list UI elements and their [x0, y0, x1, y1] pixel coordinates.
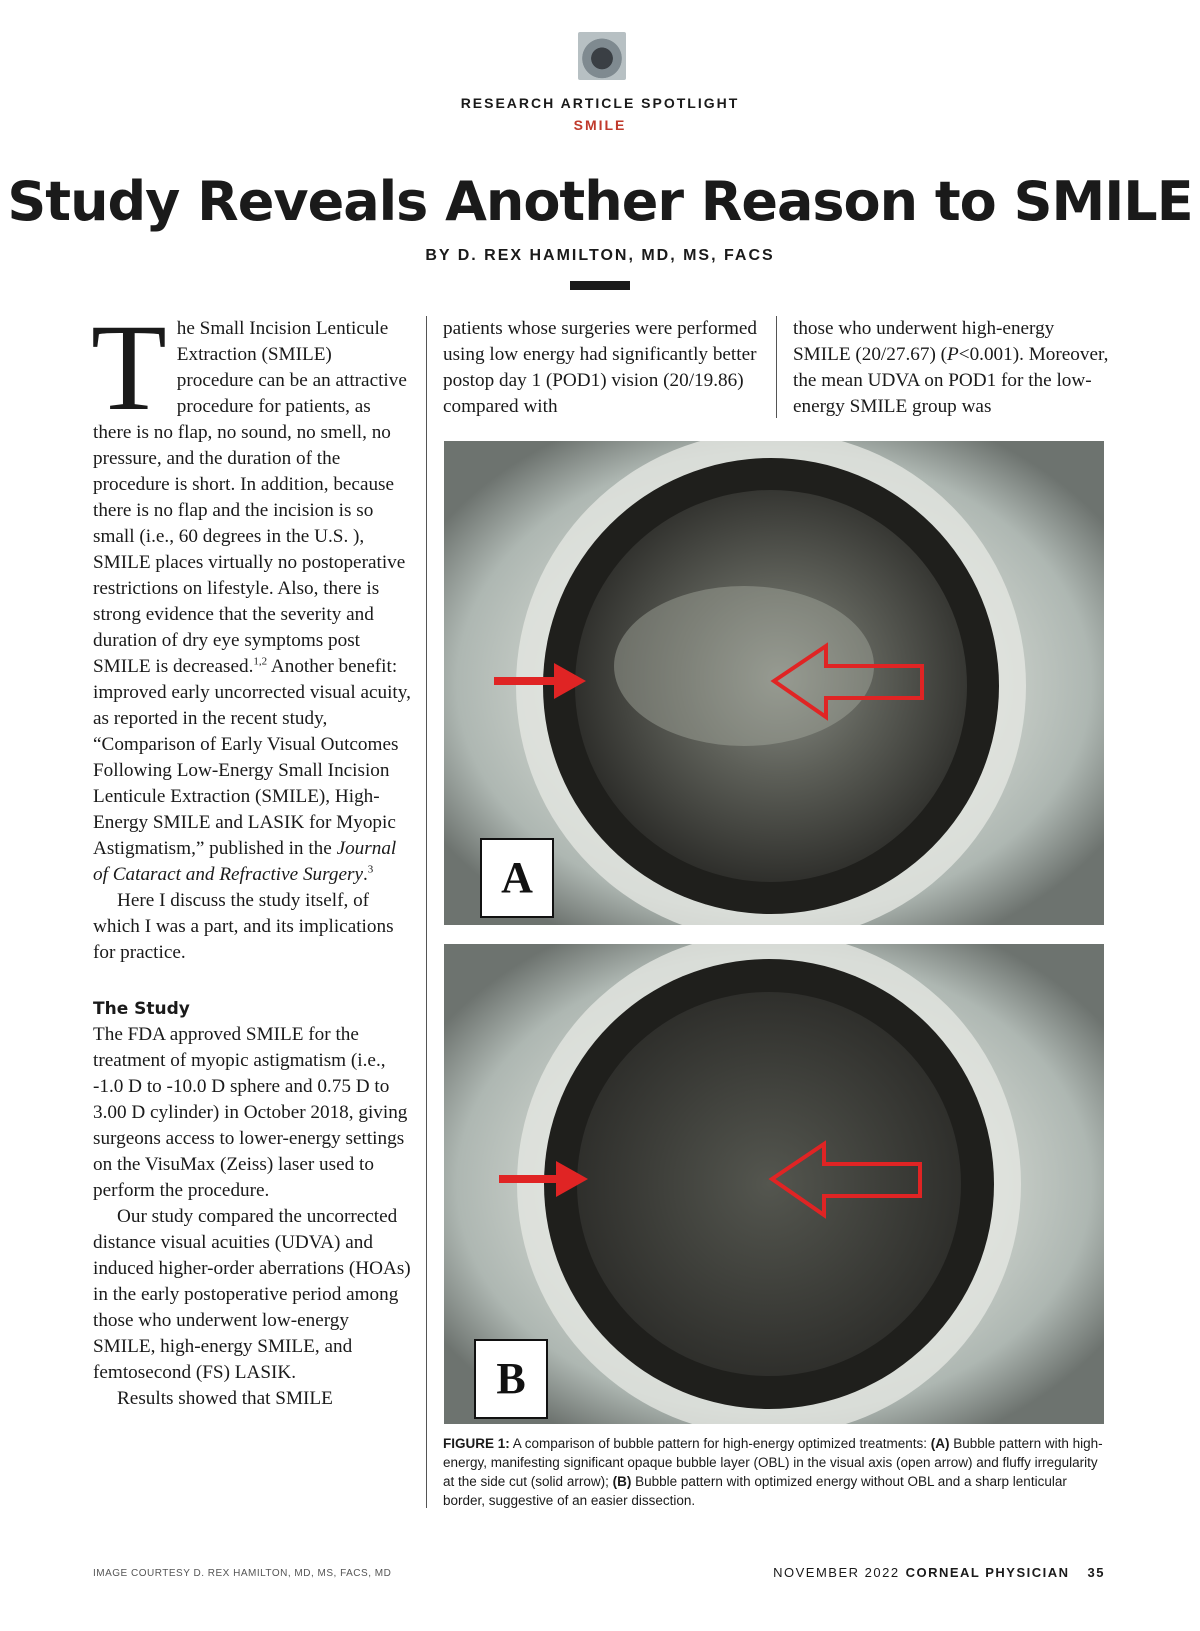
issue-date: NOVEMBER 2022: [773, 1565, 900, 1580]
paragraph: patients whose surgeries were performed using low energy had significantly better postop day 1 (POD1) vision (20/19.86) compared with: [443, 318, 757, 417]
caption-heading: FIGURE 1:: [443, 1436, 510, 1451]
paragraph-text: <0.001). Moreover, the mean UDVA on POD1 for the low-energy SMILE group was: [793, 344, 1109, 417]
caption-text: Bubble pattern with high-energy, manifesting significant opaque bubble layer (OBL) in the visual axis (open arrow) and fluffy irregularity at the side cut (solid arrow);: [443, 1436, 1103, 1489]
paragraph: Here I discuss the study itself, of which I was a part, and its implications for practice.: [93, 890, 394, 963]
citation-superscript: 1,2: [253, 655, 268, 668]
journal-name: Journal of Cataract and Refractive Surgery: [93, 838, 397, 885]
article-byline: BY D. REX HAMILTON, MD, MS, FACS: [425, 247, 775, 264]
publication-name: CORNEAL PHYSICIAN: [905, 1565, 1070, 1580]
paragraph-text: he Small Incision Lenticule Extraction (SMILE) procedure can be an attractive procedure for patients, as there is no flap, no sound, no smell, no pressure, and the duration of the procedure is short. In addition, because there is no flap and the incision is so small (i.e., 60 degrees in the U.S. ), SMILE places virtually no postoperative restrictions on lifestyle. Also, there is strong evidence that the severity and duration of dry eye symptoms post SMILE is decreased.: [93, 318, 407, 677]
paragraph-text: those who underwent high-energy SMILE (20/27.67) (: [793, 318, 1055, 365]
section-category: SMILE: [573, 117, 627, 133]
section-kicker: RESEARCH ARTICLE SPOTLIGHT: [460, 95, 740, 111]
paragraph: [793, 316, 1115, 420]
image-credit: IMAGE COURTESY D. REX HAMILTON, MD, MS, FACS, MD: [93, 1568, 392, 1579]
column-1: [91, 299, 413, 1412]
figure-panel-a: [444, 441, 1104, 925]
column-2: [443, 316, 765, 420]
panel-label-b: B: [474, 1339, 548, 1419]
panel-label-a: A: [480, 838, 554, 918]
paragraph: The Small Incision Lenticule Extraction (SMILE) procedure can be an attractive procedure for patients, as there is no flap, no sound, no smell, no pressure, and the duration of the procedure is short. In addition, because there is no flap and the incision is so small (i.e., 60 degrees in the U.S. ), SMILE places virtually no postoperative restrictions on lifestyle. Also, there is strong evidence that the severity and duration of dry eye symptoms post SMILE is decreased.$^{1,2}$ Another benefit: improved early uncorrected visual acuity, as reported in the recent study, “Comparison of Early Visual Outcomes Following Low-Energy Small Incision Lenticule Extraction (SMILE), High-Energy SMILE and LASIK for Myopic Astigmatism,” published in the Journal of Cataract and Refractive Surgery.$^3$: [91, 299, 411, 885]
page-number: 35: [1087, 1565, 1105, 1580]
column-divider: [776, 316, 777, 418]
figure-caption: [443, 1434, 1103, 1510]
paragraph: Our study compared the uncorrected distance visual acuities (UDVA) and induced higher-order aberrations (HOAs) in the early postoperative period among those who underwent low-energy SMILE, high-energy SMILE, and femtosecond (FS) LASIK.: [93, 1206, 411, 1383]
column-3: [793, 316, 1115, 420]
title-rule: [570, 281, 630, 290]
paragraph: Results showed that SMILE: [117, 1388, 333, 1409]
section-heading: The Study: [93, 999, 190, 1019]
header-thumbnail-image: [578, 32, 626, 80]
figure-panel-b: [444, 944, 1104, 1424]
p-value-symbol: P: [947, 344, 959, 365]
caption-panel-ref: (B): [612, 1474, 632, 1489]
citation-superscript: 3: [367, 863, 374, 876]
caption-text: A comparison of bubble pattern for high-energy optimized treatments:: [509, 1436, 931, 1451]
article-title: Study Reveals Another Reason to SMILE: [7, 170, 1193, 233]
column-divider: [426, 316, 427, 1508]
paragraph-text: Another benefit: improved early uncorrected visual acuity, as reported in the recent study, “Comparison of Early Visual Outcomes Following Low-Energy Small Incision Lenticule Extraction (SMILE), High-Energy SMILE and LASIK for Myopic Astigmatism,” published in the: [93, 656, 411, 859]
drop-cap: T: [91, 299, 167, 436]
page-footer: [773, 1565, 1105, 1580]
caption-text: Bubble pattern with optimized energy without OBL and a sharp lenticular border, suggestive of an easier dissection.: [443, 1474, 1067, 1508]
paragraph: The FDA approved SMILE for the treatment of myopic astigmatism (i.e., -1.0 D to -10.0 D sphere and 0.75 D to 3.00 D cylinder) in October 2018, giving surgeons access to lower-energy settings on the VisuMax (Zeiss) laser used to perform the procedure.: [93, 1024, 408, 1201]
caption-panel-ref: (A): [930, 1436, 950, 1451]
